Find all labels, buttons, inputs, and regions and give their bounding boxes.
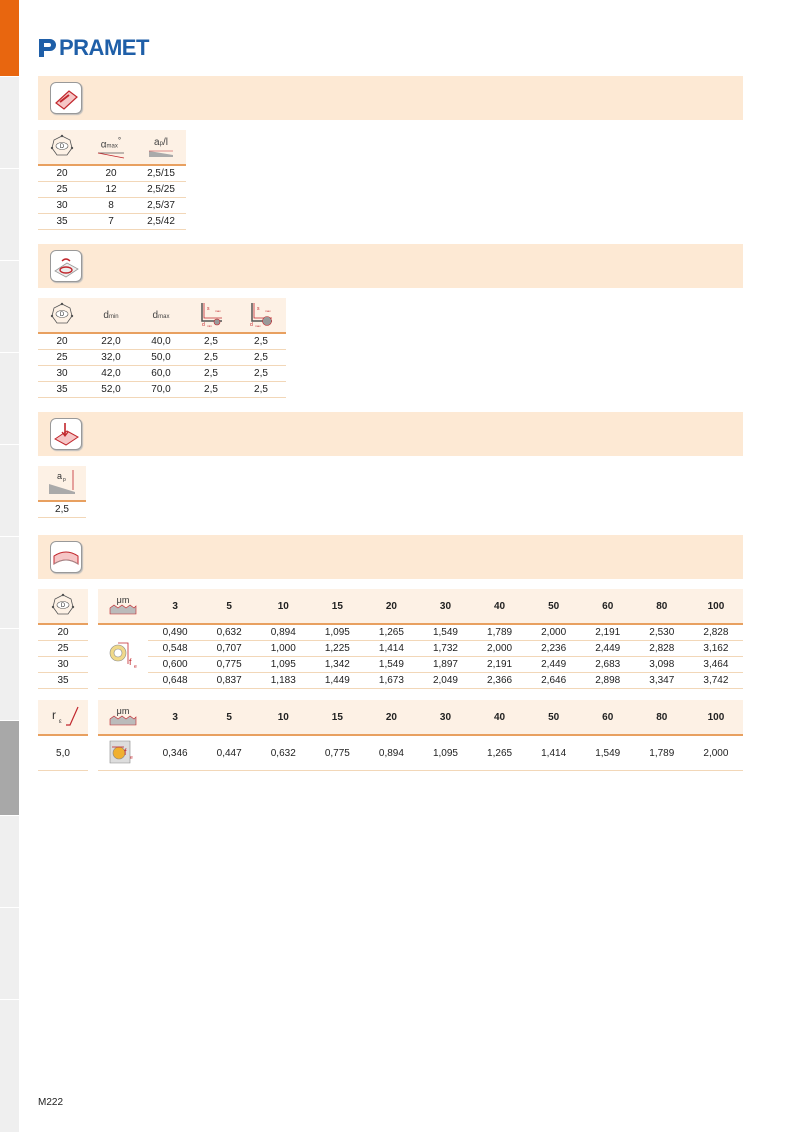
svg-text:min: min [207, 323, 212, 327]
roughness-icon [108, 594, 138, 616]
table-row: 35 7 2,5/42 [38, 214, 186, 230]
ramping-table [38, 130, 186, 230]
alpha-max-header [86, 130, 136, 165]
bore-max-icon [248, 301, 274, 327]
s-max-d-min-header [186, 298, 236, 333]
ap-header [38, 466, 86, 501]
table-row: f e 0,490 0,632 0,894 1,095 1,265 1,549 1,789 2,000 2,191 2,530 2,828 [98, 624, 743, 641]
table-row: f e 0,346 0,447 0,632 0,775 0,894 1,095 1,265 1,414 1,549 1,789 2,000 [98, 735, 743, 771]
svg-text:max: max [215, 308, 221, 313]
surface-finish-table-2: μm 3 5 10 15 20 30 40 50 60 80 100 f e 0,346 0,447 0,632 0,775 0,894 1,095 1,265 1,414 1,549 1,789 2,000 [98, 700, 743, 771]
table-row: 0,548 0,707 1,000 1,225 1,414 1,732 2,000 2,236 2,449 2,828 3,162 [98, 641, 743, 657]
table-row: 35 52,0 70,0 2,5 2,5 [38, 382, 286, 398]
surface-finish-table-1: μm 3 5 10 15 20 30 40 50 60 80 100 f e 0,490 0,632 0,894 1,095 1,265 1,549 1,789 2,000 2,191 2,530 2,828 0,548 0,707 1,000 1,225 1,414 1,732 2,000 2,236 2,449 2,828 3,162 0,600 0,775 1,095 1,342 1,549 1,897 2,191 2,449 2,683 3,098 3,464 0,648 0,837 1,183 1,449 1,673 2,049 2,366 2,646 2,898 3,347 3,742 [98, 589, 743, 689]
feed-side-icon-cell [98, 735, 148, 771]
table-row: 25 12 2,5/25 [38, 182, 186, 198]
svg-text:max: max [265, 308, 271, 313]
feed-per-rev-icon [106, 640, 140, 670]
ap-l-header [136, 130, 186, 165]
svg-text:p: p [63, 476, 66, 483]
roughness-icon [108, 705, 138, 727]
table-row: 2,5 [38, 501, 86, 518]
svg-text:D: D [60, 602, 66, 609]
svg-text:e: e [130, 754, 133, 761]
s-max-d-max-header [236, 298, 286, 333]
ramp-angle-icon [96, 151, 126, 159]
micron-header [98, 700, 148, 735]
diameter-header [38, 298, 86, 333]
section-band-surface-finish [38, 535, 743, 579]
svg-text:ε: ε [59, 718, 62, 725]
side-tab [0, 908, 19, 1000]
ramping-icon [50, 82, 82, 114]
svg-text:e: e [134, 664, 137, 670]
svg-text:D: D [59, 311, 65, 318]
side-tab-highlight [0, 721, 19, 816]
diameter-icon [50, 592, 76, 618]
table-row: 20 22,0 40,0 2,5 2,5 [38, 333, 286, 350]
plunging-table [38, 466, 86, 518]
diameter-icon [49, 301, 75, 327]
svg-text:f: f [129, 657, 132, 667]
side-tab [0, 629, 19, 721]
table-row: 20 [38, 624, 88, 641]
svg-text:D: D [59, 143, 65, 150]
svg-text:s: s [257, 305, 260, 312]
pramet-logo-icon [38, 38, 56, 58]
bore-min-icon [198, 301, 224, 327]
side-tab [0, 77, 19, 169]
svg-text:d: d [250, 321, 253, 327]
side-tab [0, 169, 19, 261]
surface-finish-icon [50, 541, 82, 573]
d-min-header: dmin [86, 298, 136, 333]
side-tab [0, 537, 19, 629]
table-row: 5,0 [38, 735, 88, 771]
section-band-ramping [38, 76, 743, 120]
alpha-sub: max [106, 143, 118, 150]
depth-of-cut-icon [47, 468, 77, 496]
section-band-plunging [38, 412, 743, 456]
alpha-label: α [100, 139, 107, 151]
section-band-helical [38, 244, 743, 288]
side-tab [0, 261, 19, 353]
corner-radius-header [38, 700, 88, 735]
diameter-header [38, 589, 88, 624]
plunging-icon [50, 418, 82, 450]
diameter-icon [49, 133, 75, 159]
side-strip [0, 0, 19, 1132]
page-number: M222 [38, 1097, 64, 1108]
micron-header [98, 589, 148, 624]
ap-label: a [154, 136, 160, 148]
table-row: 25 [38, 641, 88, 657]
surface-radius-column [38, 700, 88, 771]
l-label: /l [162, 136, 168, 148]
side-tab [0, 353, 19, 445]
degree-sign: ° [117, 135, 122, 146]
table-row: 0,648 0,837 1,183 1,449 1,673 2,049 2,366 2,646 2,898 3,347 3,742 [98, 673, 743, 689]
side-tab [0, 816, 19, 908]
svg-text:r: r [52, 707, 56, 722]
d-max-header: dmax [136, 298, 186, 333]
feed-radius-icon [106, 737, 140, 767]
helical-interpolation-icon [50, 250, 82, 282]
depth-icon [148, 148, 174, 158]
svg-text:s: s [207, 305, 210, 312]
svg-text:f: f [124, 746, 127, 757]
diameter-header [38, 130, 86, 165]
brand-logo [38, 37, 149, 59]
table-row: 25 32,0 50,0 2,5 2,5 [38, 350, 286, 366]
feed-side-icon-cell [98, 624, 148, 689]
svg-text:d: d [202, 321, 205, 327]
helical-table [38, 298, 286, 398]
table-row: 30 42,0 60,0 2,5 2,5 [38, 366, 286, 382]
table-row: 30 8 2,5/37 [38, 198, 186, 214]
corner-radius-icon [46, 703, 80, 729]
svg-text:a: a [57, 470, 63, 481]
brand-name: PRAMET [59, 35, 149, 60]
ap-sub: p [159, 140, 163, 147]
side-tab [0, 445, 19, 537]
table-row: 35 [38, 673, 88, 689]
surface-diameter-column [38, 589, 88, 689]
table-row: 20 20 2,5/15 [38, 165, 186, 182]
svg-text:max: max [255, 323, 261, 327]
side-tab-active [0, 0, 19, 77]
svg-text:μm: μm [116, 594, 130, 605]
table-row: 30 [38, 657, 88, 673]
svg-text:μm: μm [116, 705, 130, 716]
table-row: 0,600 0,775 1,095 1,342 1,549 1,897 2,191 2,449 2,683 3,098 3,464 [98, 657, 743, 673]
